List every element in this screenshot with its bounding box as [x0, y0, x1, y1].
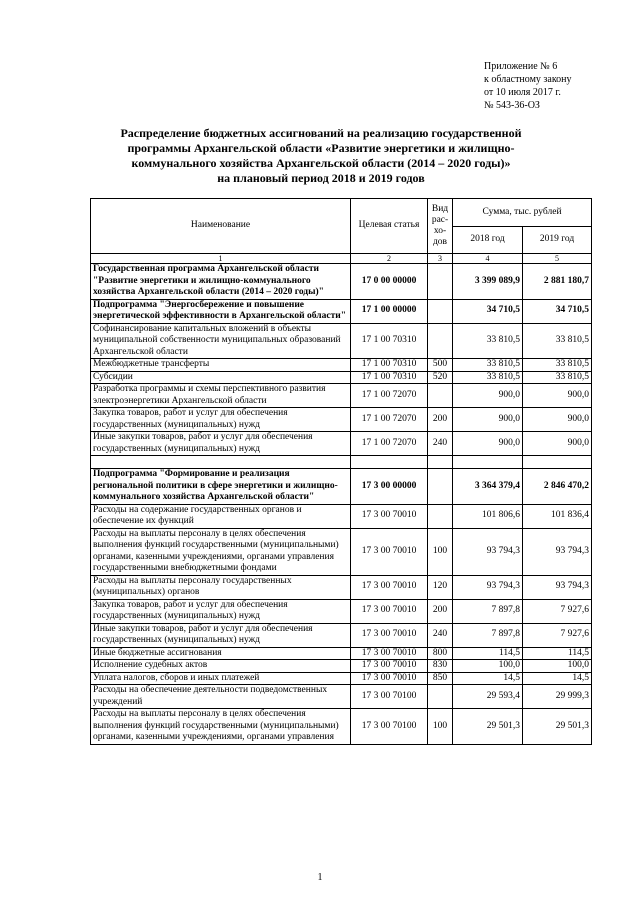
header-target: Целевая статья	[351, 199, 428, 254]
row-code: 17 1 00 00000	[351, 299, 428, 323]
row-2019: 101 836,4	[523, 504, 592, 528]
row-name	[91, 456, 351, 469]
header-name: Наименование	[91, 199, 351, 254]
row-2019: 33 810,5	[523, 323, 592, 359]
colnum: 5	[523, 254, 592, 264]
row-type: 100	[428, 709, 453, 745]
row-2019: 114,5	[523, 647, 592, 660]
row-name: Расходы на выплаты персоналу государственных (муниципальных) органов	[91, 575, 351, 599]
header-sum: Сумма, тыс. рублей	[453, 199, 592, 227]
appendix-note	[484, 60, 572, 112]
page-number: 1	[317, 872, 323, 883]
table-row	[91, 456, 592, 469]
colnum: 3	[428, 254, 453, 264]
row-name: Уплата налогов, сборов и иных платежей	[91, 672, 351, 685]
row-code: 17 3 00 70010	[351, 623, 428, 647]
row-code: 17 3 00 70010	[351, 660, 428, 673]
row-name: Иные бюджетные ассигнования	[91, 647, 351, 660]
row-2019: 100,0	[523, 660, 592, 673]
colnum: 4	[453, 254, 523, 264]
row-2019: 2 846 470,2	[523, 469, 592, 505]
row-name: Исполнение судебных актов	[91, 660, 351, 673]
row-2018: 900,0	[453, 384, 523, 408]
row-type	[428, 384, 453, 408]
table-row	[91, 599, 592, 623]
row-code: 17 3 00 70010	[351, 575, 428, 599]
row-code: 17 1 00 70310	[351, 359, 428, 372]
row-code: 17 3 00 70010	[351, 647, 428, 660]
row-2018: 14,5	[453, 672, 523, 685]
row-name: Иные закупки товаров, работ и услуг для обеспечения государственных (муниципальных) нужд	[91, 432, 351, 456]
table-row	[91, 647, 592, 660]
row-2019: 2 881 180,7	[523, 264, 592, 300]
appendix-line: к областному закону	[484, 74, 572, 85]
row-name: Расходы на выплаты персоналу в целях обеспечения выполнения функций государственными (муниципальными) органами, казенными учреждениями, органами управления государственными внебюджетными фондами	[91, 528, 351, 575]
row-2018: 34 710,5	[453, 299, 523, 323]
row-type: 240	[428, 432, 453, 456]
appendix-line: от 10 июля 2017 г.	[484, 87, 561, 98]
colnum: 2	[351, 254, 428, 264]
row-code: 17 1 00 72070	[351, 384, 428, 408]
table-row	[91, 264, 592, 300]
appendix-line: Приложение № 6	[484, 61, 558, 72]
row-code	[351, 456, 428, 469]
table-row	[91, 299, 592, 323]
row-type: 800	[428, 647, 453, 660]
row-code: 17 1 00 72070	[351, 408, 428, 432]
row-name: Закупка товаров, работ и услуг для обеспечения государственных (муниципальных) нужд	[91, 599, 351, 623]
row-2018: 29 501,3	[453, 709, 523, 745]
row-2019	[523, 456, 592, 469]
row-2018: 900,0	[453, 432, 523, 456]
row-2019: 33 810,5	[523, 371, 592, 384]
title-line: Распределение бюджетных ассигнований на реализацию государственной	[120, 126, 522, 140]
row-type	[428, 456, 453, 469]
title-line: коммунального хозяйства Архангельской области (2014 – 2020 годы)»	[131, 156, 511, 170]
table-row	[91, 528, 592, 575]
table-row	[91, 623, 592, 647]
row-2019: 900,0	[523, 384, 592, 408]
table-row	[91, 359, 592, 372]
row-type	[428, 504, 453, 528]
row-2019: 29 501,3	[523, 709, 592, 745]
row-name: Расходы на содержание государственных органов и обеспечение их функций	[91, 504, 351, 528]
colnum: 1	[91, 254, 351, 264]
title-line: программы Архангельской области «Развитие энергетики и жилищно-	[127, 141, 515, 155]
row-2018: 93 794,3	[453, 575, 523, 599]
row-name: Расходы на выплаты персоналу в целях обеспечения выполнения функций государственными (муниципальными) органами, казенными учреждениями, органами управления	[91, 709, 351, 745]
row-type: 100	[428, 528, 453, 575]
row-name: Подпрограмма "Энергосбережение и повышение энергетической эффективности в Архангельской области"	[91, 299, 351, 323]
table-row	[91, 432, 592, 456]
row-2019: 900,0	[523, 432, 592, 456]
table-row	[91, 575, 592, 599]
row-name: Расходы на обеспечение деятельности подведомственных учреждений	[91, 685, 351, 709]
row-2019: 7 927,6	[523, 623, 592, 647]
row-code: 17 3 00 70100	[351, 685, 428, 709]
row-code: 17 3 00 70010	[351, 672, 428, 685]
row-code: 17 3 00 70010	[351, 528, 428, 575]
title-line: на плановый период 2018 и 2019 годов	[217, 171, 425, 185]
appendix-line: № 543-36-ОЗ	[484, 100, 540, 111]
row-2019: 93 794,3	[523, 528, 592, 575]
header-2019: 2019 год	[523, 227, 592, 254]
row-2018: 93 794,3	[453, 528, 523, 575]
table-row	[91, 323, 592, 359]
row-type: 520	[428, 371, 453, 384]
row-2018: 33 810,5	[453, 371, 523, 384]
header-type: Вид рас-хо-дов	[428, 199, 453, 254]
row-name: Иные закупки товаров, работ и услуг для обеспечения государственных (муниципальных) нужд	[91, 623, 351, 647]
row-2018: 7 897,8	[453, 623, 523, 647]
row-2019: 14,5	[523, 672, 592, 685]
row-2019: 33 810,5	[523, 359, 592, 372]
row-name: Государственная программа Архангельской области "Развитие энергетики и жилищно-коммунального хозяйства Архангельской области (2014 – 2020 годы)"	[91, 264, 351, 300]
row-type: 830	[428, 660, 453, 673]
table-row	[91, 504, 592, 528]
table-row	[91, 685, 592, 709]
row-type	[428, 264, 453, 300]
row-name: Софинансирование капитальных вложений в объекты муниципальной собственности муниципальных образований Архангельской области	[91, 323, 351, 359]
row-2018: 7 897,8	[453, 599, 523, 623]
row-name: Закупка товаров, работ и услуг для обеспечения государственных (муниципальных) нужд	[91, 408, 351, 432]
row-2019: 900,0	[523, 408, 592, 432]
budget-table	[90, 198, 592, 745]
row-type	[428, 469, 453, 505]
row-type: 120	[428, 575, 453, 599]
row-type: 500	[428, 359, 453, 372]
row-2018: 29 593,4	[453, 685, 523, 709]
row-type	[428, 685, 453, 709]
row-name: Межбюджетные трансферты	[91, 359, 351, 372]
table-row	[91, 384, 592, 408]
row-type	[428, 299, 453, 323]
row-code: 17 1 00 70310	[351, 323, 428, 359]
row-code: 17 0 00 00000	[351, 264, 428, 300]
row-type	[428, 323, 453, 359]
row-type: 200	[428, 408, 453, 432]
row-code: 17 3 00 70010	[351, 504, 428, 528]
row-2018: 33 810,5	[453, 359, 523, 372]
row-name: Подпрограмма "Формирование и реализация региональной политики в сфере энергетики и жилищно-коммунального хозяйства Архангельской области"	[91, 469, 351, 505]
row-2019: 93 794,3	[523, 575, 592, 599]
row-type: 200	[428, 599, 453, 623]
header-2018: 2018 год	[453, 227, 523, 254]
row-2018: 900,0	[453, 408, 523, 432]
row-2018: 114,5	[453, 647, 523, 660]
document-title	[90, 126, 552, 186]
table-row	[91, 469, 592, 505]
row-code: 17 1 00 72070	[351, 432, 428, 456]
table-row	[91, 709, 592, 745]
table-body	[91, 264, 592, 745]
row-code: 17 3 00 70100	[351, 709, 428, 745]
row-type: 240	[428, 623, 453, 647]
row-name: Разработка программы и схемы перспективного развития электроэнергетики Архангельской области	[91, 384, 351, 408]
table-row	[91, 371, 592, 384]
row-2019: 29 999,3	[523, 685, 592, 709]
row-2018: 100,0	[453, 660, 523, 673]
row-code: 17 3 00 70010	[351, 599, 428, 623]
row-2018: 3 399 089,9	[453, 264, 523, 300]
row-2018: 33 810,5	[453, 323, 523, 359]
row-type: 850	[428, 672, 453, 685]
table-row	[91, 408, 592, 432]
table-row	[91, 672, 592, 685]
row-name: Субсидии	[91, 371, 351, 384]
row-code: 17 1 00 70310	[351, 371, 428, 384]
table-row	[91, 660, 592, 673]
row-2019: 7 927,6	[523, 599, 592, 623]
row-2019: 34 710,5	[523, 299, 592, 323]
row-2018: 101 806,6	[453, 504, 523, 528]
row-code: 17 3 00 00000	[351, 469, 428, 505]
row-2018: 3 364 379,4	[453, 469, 523, 505]
row-2018	[453, 456, 523, 469]
